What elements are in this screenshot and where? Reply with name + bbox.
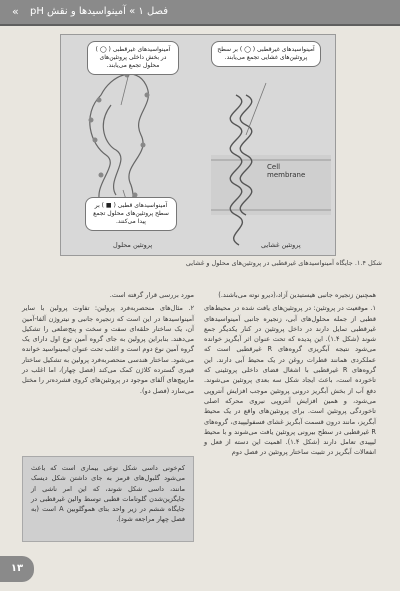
paragraph: همچنین زنجیره جانبی هیستیدین آزاد،(دیرو نوته می‌باشند.)	[218, 291, 376, 299]
paragraph: مورد بررسی قرار گرفته است.	[109, 291, 194, 299]
chapter-header	[0, 0, 400, 26]
cell-membrane-label: Cell membrane	[267, 163, 306, 179]
chapter-title: فصل ۱ » آمینواسیدها و نقش pH	[30, 6, 168, 17]
callout-nonpolar-surface: آمینواسیدهای غیرقطبی ( ◯ ) بر سطح پروتئین‌های غشایی تجمع می‌یابند.	[211, 41, 321, 67]
clinical-note-box: کم‌خونی داسی شکل نوعی بیماری است که باعث می‌شود گلبول‌های قرمز به جای داشتن شکل دیسک مانند، داسی شکل شوند، که این امر ناشی از جایگزین‌شدن گلوتامات قطبی توسط والین غیرقطبی در جایگاه ششم در زیر واحد بتای هموگلوبین A است (به فصل چهار مراجعه شود).	[22, 456, 194, 542]
soluble-protein-label: پروتئین محلول	[113, 241, 153, 249]
callout-polar-surface: آمینواسیدهای قطبی ( ■ ) بر سطح پروتئین‌های محلول تجمع پیدا می‌کنند.	[85, 197, 177, 231]
membrane-protein-label: پروتئین غشایی	[261, 241, 301, 249]
paragraph: ۱. موقعیت در پروتئین: در پروتئین‌های یافت شده در محیط‌های قطبی از جمله محلول‌های آبی، زنجیره جانبی آمینواسیدهای غیرقطبی تمایل دارند در داخل پروتئین در کنار یکدیگر جمع شوند (شکل ۱.۴). این پدیده که تحت عنوان اثر آبگریز خوانده می‌شود نتیجه آبگریزی گروه‌های R غیرقطبی است که عملکردی همانند قطرات روغن در یک محیط آبی دارند. این گروه‌های R غیرقطبی با اشغال فضای داخلی پروتئینی که تاخورده است، باعث ایجاد شکل سه بعدی پروتئین می‌شوند. دفع آب از بخش آبگریز درونی پروتئین موجب افزایش آنتروپی می‌شود، و همین افزایش آنتروپی نیروی محرکه اصلی تاخوردگی پروتئین است. برای پروتئین‌های واقع در یک محیط آبگریز، مانند درون قسمت آبگریز غشای فسفولیپیدی، گروه‌های R غیرقطبی در سطح بیرونی پروتئین یافت می‌شوند و با محیط لیپیدی تعامل دارند (شکل ۱.۴). اهمیت این دسته از فعل و انفعالات آبگریز در تثبیت ساختار پروتئین در فصل دوم	[204, 304, 376, 457]
text-column-left	[22, 290, 194, 399]
figure-caption: شکل ۱.۴. جایگاه آمینواسیدهای غیرقطبی در پروتئین‌های محلول و غشایی	[185, 259, 382, 267]
soluble-protein-drawing	[90, 74, 149, 215]
figure-4-1	[60, 34, 336, 256]
page-number: ۱۳	[0, 556, 34, 582]
polar-residue-markers	[89, 73, 150, 218]
callout-nonpolar-interior: آمینواسیدهای غیرقطبی ( ◯ ) در بخش داخلی پروتئین‌های محلول تجمع می‌یابند.	[87, 41, 179, 75]
paragraph: ۲. مثال‌های منحصربه‌فرد پرولین: تفاوت پرولین با سایر آمینواسیدها در این است که زنجیره جانبی و نیتروژن آلفا-آمین آن، یک ساختار حلقه‌ای سفت و سخت و پنج‌ضلعی را تشکیل می‌دهند. بنابراین پرولین به جای گروه آمین نوع اول دارای یک گروه آمین نوع دوم است و اغلب تحت عنوان ایمینواسید خوانده می‌شود. ساختار هندسی منحصربه‌فرد پرولین به تشکیل ساختار فیبری گسترده کلاژن کمک می‌کند (فصل چهار)، اما اغلب در مارپیچ‌های آلفای موجود در پروتئین‌های کروی فشرده‌تر را مختل می‌سازد (فصل دو).	[22, 304, 194, 395]
chevron-icon: «	[12, 5, 19, 18]
text-column-right	[204, 290, 376, 461]
